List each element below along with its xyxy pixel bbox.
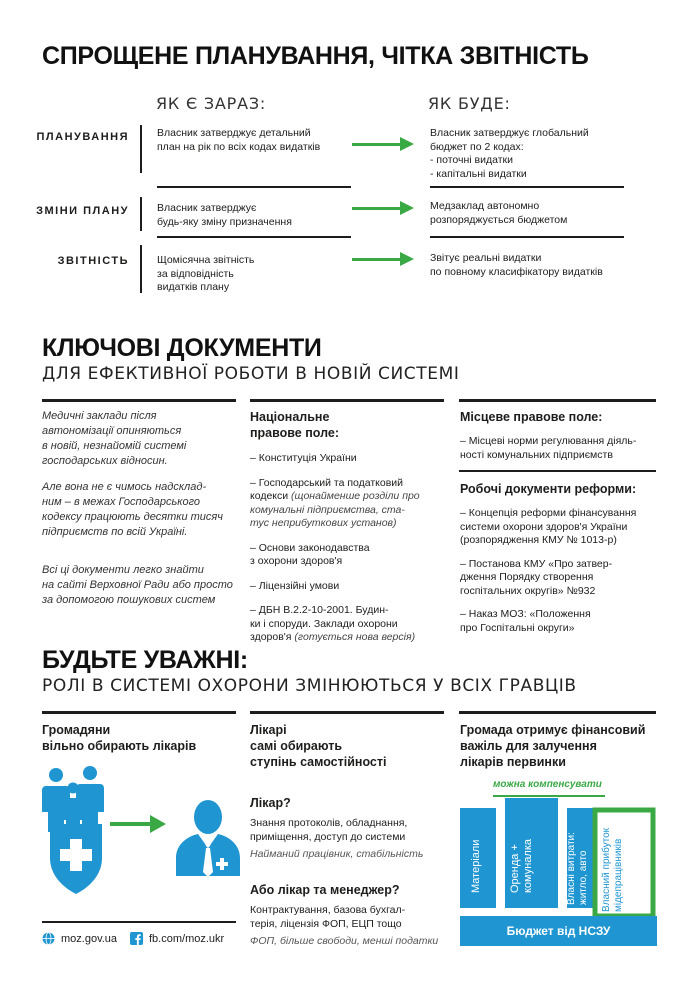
intro-paragraph: Медичні заклади після автономізації опиняються в новій, незнайомій системі господарських відносин. <box>42 410 187 467</box>
section2-subtitle: ДЛЯ ЕФЕКТИВНОЇ РОБОТИ В НОВІЙ СИСТЕМІ <box>42 364 460 384</box>
national-item: – Господарський та податковий кодекси (щонайменше розділи про комунальні підприємства, ста- тус неприбуткових установ) <box>250 476 420 529</box>
future-cell-planning: Власник затверджує глобальний бюджет по 2 кодах: - поточні видатки - капітальні видатки <box>430 127 589 180</box>
national-item: – Ліцензійні умови <box>250 579 340 592</box>
future-cell-reporting: Звітує реальні видатки по повному класифікатору видатків <box>430 252 603 278</box>
green-arrow-icon <box>352 137 414 151</box>
intro-paragraph: Всі ці документи легко знайти на сайті Верховної Ради або просто за допомогою пошукових систем <box>42 564 233 606</box>
bar-label: Матеріали <box>470 839 482 893</box>
citizens-heading: Громадяни вільно обирають лікарів <box>42 723 197 753</box>
facebook-link[interactable]: fb.com/moz.ukr <box>149 932 225 945</box>
row-divider <box>140 245 142 293</box>
footer-rule <box>42 921 236 923</box>
green-arrow-icon <box>110 815 166 833</box>
reform-documents-column <box>460 481 660 635</box>
column-future-heading: ЯК БУДЕ: <box>428 94 511 113</box>
row-divider <box>140 197 142 231</box>
reform-item: – Концепція реформи фінансування системи охорони здоров'я України (розпорядження КМУ № 1013-р) <box>460 507 637 546</box>
column-rule <box>42 399 236 402</box>
section2-title: КЛЮЧОВІ ДОКУМЕНТИ <box>42 334 322 362</box>
row-label-plan-changes: ЗМІНИ ПЛАНУ <box>36 205 129 217</box>
row-label-planning: ПЛАНУВАННЯ <box>36 131 129 143</box>
row-separator <box>157 236 351 238</box>
bar-label: Оренда + комуналка <box>509 838 534 893</box>
bar-label: Власні витрати: житло, авто <box>566 832 589 905</box>
future-cell-plan-changes: Медзаклад автономно розпоряджується бюджетом <box>430 200 568 226</box>
doctor-option-note: ФОП, більше свободи, менші податки <box>250 935 439 947</box>
national-item: – Конституція України <box>250 452 357 464</box>
section3-subtitle: РОЛІ В СИСТЕМІ ОХОРОНИ ЗМІНЮЮТЬСЯ У ВСІХ ГРАВЦІВ <box>42 676 577 696</box>
budget-label: Бюджет від НСЗУ <box>506 924 611 938</box>
row-divider <box>140 125 142 173</box>
column-rule <box>459 399 656 402</box>
doctor-icon <box>176 800 240 877</box>
national-heading: Національне правове поле: <box>250 410 340 440</box>
doctor-option-title: Лікар? <box>250 796 291 810</box>
doctor-option <box>250 795 450 862</box>
can-compensate-label: можна компенсувати <box>493 779 602 790</box>
column-rule <box>250 711 444 714</box>
shield-cross-icon <box>50 824 102 894</box>
row-separator <box>430 186 624 188</box>
local-item: – Місцеві норми регулювання діяль- ності комунальних підприємств <box>460 435 637 461</box>
now-cell-planning: Власник затверджує детальний план на рік по всіх кодах видатків <box>157 127 321 153</box>
column-rule <box>250 399 444 402</box>
national-legal-column <box>250 409 450 645</box>
green-arrow-icon <box>352 201 414 215</box>
site-link[interactable]: moz.gov.ua <box>61 932 118 945</box>
row-separator <box>430 236 624 238</box>
national-item: – ДБН В.2.2-10-2001. Будин- ки і споруди. Заклади охорони здоров'я (готується нова версія) <box>250 604 416 643</box>
local-heading: Місцеве правове поле: <box>460 410 603 424</box>
now-cell-plan-changes: Власник затверджує будь-яку зміну призначення <box>157 202 292 228</box>
doctor-option-text: Контрактування, базова бухгал- терія, ліцензія ФОП, ЕЦП тощо <box>250 904 406 930</box>
intro-paragraph: Але вона не є чимось надсклад- ним – в межах Господарського кодексу працюють десятки тисяч підприємств по всій Україні. <box>42 481 223 538</box>
section1-title: СПРОЩЕНЕ ПЛАНУВАННЯ, ЧІТКА ЗВІТНІСТЬ <box>42 42 589 70</box>
doctor-manager-option <box>250 882 450 949</box>
column-rule <box>459 711 656 714</box>
facebook-icon <box>130 932 143 945</box>
section3-title: БУДЬТЕ УВАЖНІ: <box>42 646 248 674</box>
row-separator <box>157 186 351 188</box>
intro-text <box>42 409 242 608</box>
citizens-choose-doctor-illustration <box>42 766 242 906</box>
column-rule <box>459 470 656 472</box>
reform-item: – Наказ МОЗ: «Положення про Госпітальні округи» <box>460 608 591 634</box>
now-cell-reporting: Щомісячна звітність за відповідність видатків плану <box>157 254 255 293</box>
local-legal-column <box>460 409 660 462</box>
row-label-reporting: ЗВІТНІСТЬ <box>57 255 129 267</box>
bar-label: Власний прибуток мідепрацівників <box>601 827 624 912</box>
column-now-heading: ЯК Є ЗАРАЗ: <box>156 94 267 113</box>
footer-spacer <box>250 921 444 922</box>
national-item: – Основи законодавства з охорони здоров'я <box>250 541 370 567</box>
footer-facebook[interactable] <box>130 932 224 945</box>
globe-icon <box>42 932 55 945</box>
footer-site[interactable] <box>42 932 117 945</box>
doctor-option-text: Знання протоколів, обладнання, приміщення, доступ до системи <box>250 817 408 843</box>
reform-heading: Робочі документи реформи: <box>460 482 637 496</box>
column-rule <box>42 711 236 714</box>
family-icon <box>42 766 104 834</box>
compensate-bracket <box>493 795 605 797</box>
doctor-option-note: Найманий працівник, стабільність <box>250 848 424 860</box>
community-heading: Громада отримує фінансовий важіль для залучення лікарів первинки <box>460 723 646 769</box>
doctors-heading: Лікарі самі обирають ступінь самостійності <box>250 723 387 769</box>
doctor-option-title: Або лікар та менеджер? <box>250 883 400 897</box>
reform-item: – Постанова КМУ «Про затвер- дження Порядку створення госпітальних округів» №932 <box>460 557 613 597</box>
green-arrow-icon <box>352 252 414 266</box>
